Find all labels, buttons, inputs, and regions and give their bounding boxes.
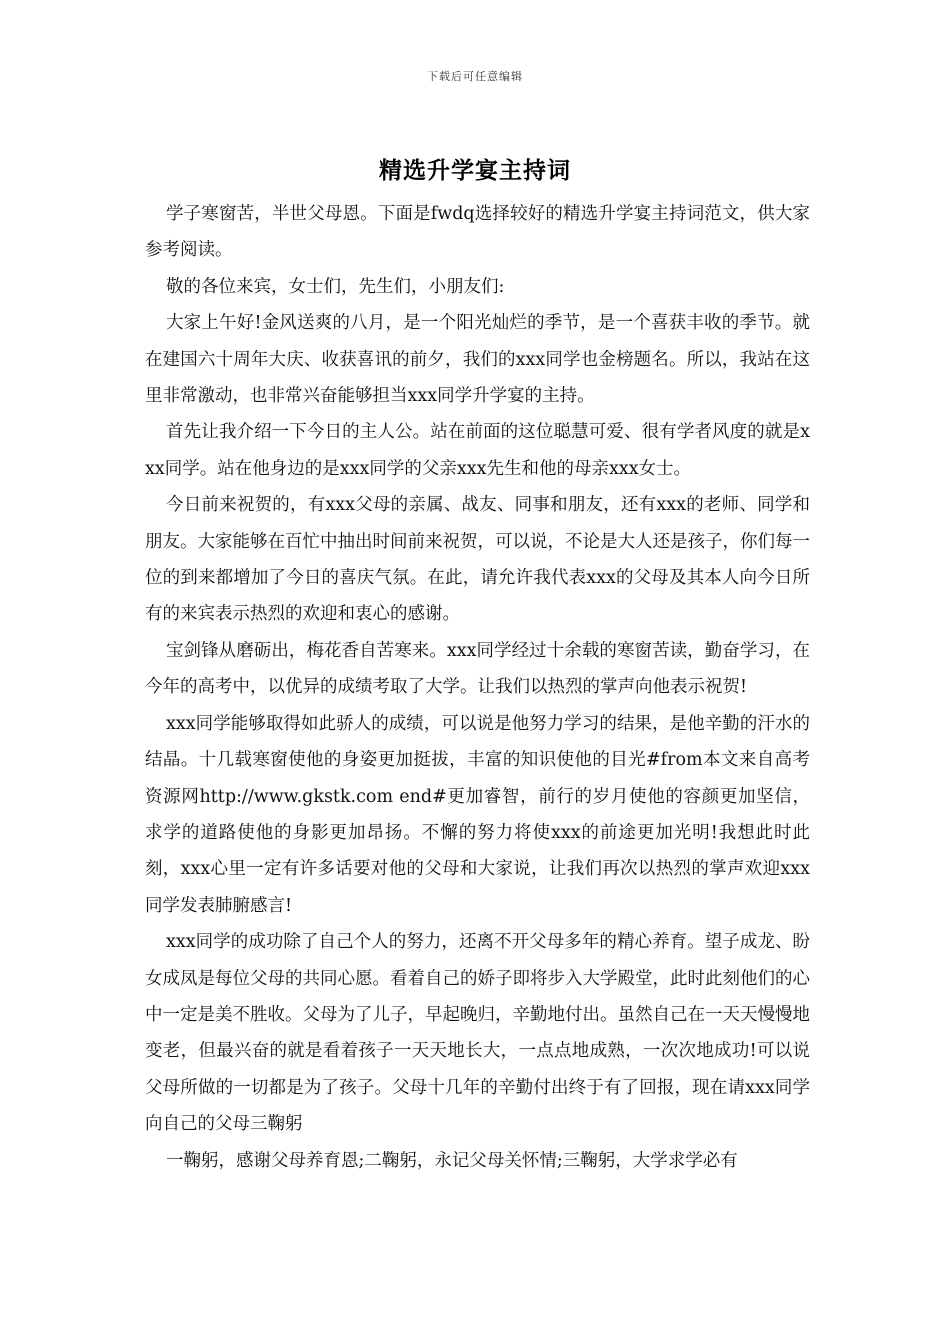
paragraph-greeting: 敬的各位来宾，女士们，先生们，小朋友们: <box>166 276 505 297</box>
paragraph-achievement: xxx同学能够取得如此骄人的成绩，可以说是他努力学习的结果，是他辛勤的汗水的结晶。十几载寒窗使他的身姿更加挺拔，丰富的知识使他的目光#from本文来自高考资源网http://www.gkstk.com end#更加睿智，前行的岁月使他的容颜更加坚信，求学的道路使他的身影更加昂扬。不懈的努力将使xxx的前途更加光明!我想此时此刻，xxx心里一定有许多话要对他的父母和大家说，让我们再次以热烈的掌声欢迎xxx同学发表肺腑感言! <box>145 713 810 916</box>
paragraph-opening: 大家上午好!金风送爽的八月，是一个阳光灿烂的季节，是一个喜获丰收的季节。就在建国六十周年大庆、收获喜讯的前夕，我们的xxx同学也金榜题名。所以，我站在这里非常激动，也非常兴奋能够担当xxx同学升学宴的主持。 <box>145 313 810 407</box>
document-body <box>145 196 810 1179</box>
paragraph-welcome-guests: 今日前来祝贺的，有xxx父母的亲属、战友、同事和朋友，还有xxx的老师、同学和朋友。大家能够在百忙中抽出时间前来祝贺，可以说，不论是大人还是孩子，你们每一位的到来都增加了今日的喜庆气氛。在此，请允许我代表xxx的父母及其本人向今日所有的来宾表示热烈的欢迎和衷心的感谢。 <box>145 495 810 625</box>
page-header-note: 下载后可任意编辑 <box>427 70 523 83</box>
document-title: 精选升学宴主持词 <box>379 157 571 184</box>
paragraph-intro: 学子寒窗苦，半世父母恩。下面是fwdq选择较好的精选升学宴主持词范文，供大家参考阅读。 <box>145 204 810 261</box>
paragraph-introduce-host: 首先让我介绍一下今日的主人公。站在前面的这位聪慧可爱、很有学者风度的就是xxx同学。站在他身边的是xxx同学的父亲xxx先生和他的母亲xxx女士。 <box>145 422 810 479</box>
paragraph-bows: 一鞠躬，感谢父母养育恩;二鞠躬，永记父母关怀情;三鞠躬，大学求学必有 <box>166 1150 738 1171</box>
paragraph-parents: xxx同学的成功除了自己个人的努力，还离不开父母多年的精心养育。望子成龙、盼女成凤是每位父母的共同心愿。看着自己的娇子即将步入大学殿堂，此时此刻他们的心中一定是美不胜收。父母为了儿子，早起晚归，辛勤地付出。虽然自己在一天天慢慢地变老，但最兴奋的就是看着孩子一天天地长大，一点点地成熟，一次次地成功!可以说父母所做的一切都是为了孩子。父母十几年的辛勤付出终于有了回报，现在请xxx同学向自己的父母三鞠躬 <box>145 932 810 1135</box>
paragraph-congratulation: 宝剑锋从磨砺出，梅花香自苦寒来。xxx同学经过十余载的寒窗苦读，勤奋学习，在今年的高考中，以优异的成绩考取了大学。让我们以热烈的掌声向他表示祝贺! <box>145 640 810 698</box>
